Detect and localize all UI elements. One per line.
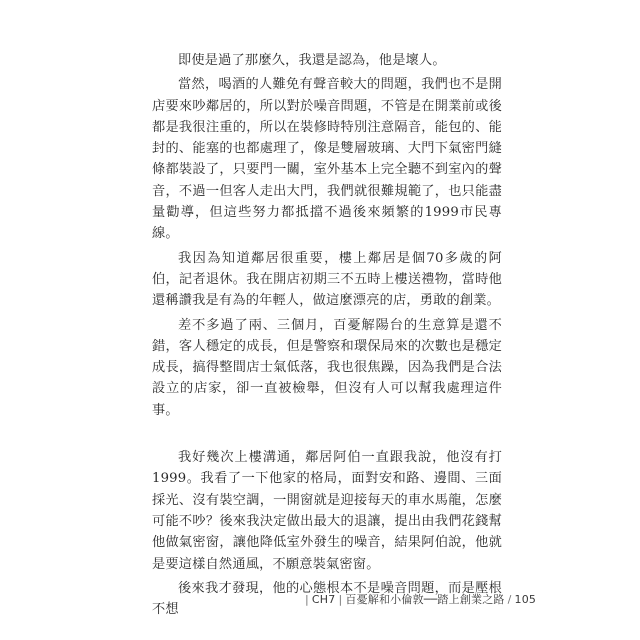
paragraph: 差不多過了兩、三個月，百憂解陽台的生意算是還不錯，客人穩定的成長，但是警察和環保局來的次數也是穩定成長，搞得整間店士氣低落，我也很焦躁，因為我們是合法設立的店家，卻一直被檢舉，但沒有人可以幫我處理這件事。 (152, 317, 502, 418)
footer-slash: / (507, 593, 512, 606)
paragraph: 即使是過了那麼久，我還是認為，他是壞人。 (178, 53, 446, 68)
running-footer (302, 591, 536, 607)
body-text (152, 50, 505, 620)
paragraph: 我因為知道鄰居很重要，樓上鄰居是個70多歲的阿伯，記者退休。我在開店初期三不五時上樓送禮物，當時他還稱讚我是有為的年輕人，做這麼漂亮的店，勇敢的創業。 (152, 250, 502, 309)
page-number: 105 (514, 593, 537, 606)
footer-divider: | (338, 593, 343, 606)
paragraph: 當然，喝酒的人難免有聲音較大的問題，我們也不是開店要來吵鄰居的，所以對於噪音問題，不管是在開業前或後都是我很注重的，所以在裝修時特別注意隔音，能包的、能封的、能塞的也都處理了，像是雙層玻璃、大門下氣密門縫條都裝設了，只要門一關，室外基本上完全聽不到室內的聲音，不過一但客人走出大門，我們就很難規範了，也只能盡量勸導，但這些努力都抵擋不過後來頻繁的1999市民專線。 (152, 77, 502, 242)
footer-divider: | (305, 593, 309, 606)
paragraph: 後來我才發現，他的心態根本不是噪音問題，而是壓根不想 (152, 580, 502, 618)
footer-chapter-title: 百憂解和小倫敦──踏上創業之路 (345, 593, 505, 606)
footer-chapter: CH7 (311, 593, 336, 606)
paragraph: 我好幾次上樓溝通，鄰居阿伯一直跟我說，他沒有打1999。我看了一下他家的格局，面對安和路、邊間、三面採光、沒有裝空調，一開窗就是迎接每天的車水馬龍，怎麼可能不吵？後來我決定做出最大的退讓，提出由我們花錢幫他做氣密窗，讓他降低室外發生的噪音，結果阿伯說，他就是要這樣自然通風，不願意裝氣密窗。 (152, 450, 502, 572)
